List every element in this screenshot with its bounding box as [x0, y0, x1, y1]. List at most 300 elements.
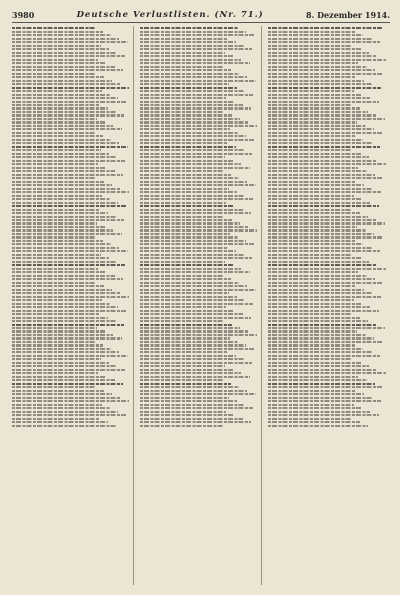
list-entry-placeholder: [12, 135, 103, 137]
list-entry-placeholder: [268, 390, 356, 392]
list-entry-placeholder: [140, 233, 230, 235]
list-entry-placeholder: [140, 219, 232, 221]
list-entry-placeholder: [140, 264, 233, 266]
list-entry-placeholder: [268, 411, 370, 413]
list-entry-placeholder: [268, 156, 369, 158]
list-entry-placeholder: [268, 324, 376, 326]
list-entry-placeholder: [12, 250, 128, 252]
list-entry-placeholder: [268, 125, 366, 127]
list-entry-placeholder: [268, 233, 374, 235]
list-entry-placeholder: [12, 414, 126, 416]
list-entry-placeholder: [12, 142, 119, 144]
list-entry-placeholder: [140, 87, 237, 89]
list-entry-placeholder: [268, 327, 385, 329]
list-entry-placeholder: [268, 174, 375, 176]
list-entry-placeholder: [12, 191, 129, 193]
list-entry-placeholder: [140, 195, 245, 197]
list-entry-placeholder: [140, 330, 249, 332]
list-entry-placeholder: [140, 177, 239, 179]
list-entry-placeholder: [12, 101, 126, 103]
list-entry-placeholder: [140, 209, 243, 211]
list-entry-placeholder: [268, 393, 364, 395]
list-entry-placeholder: [140, 324, 232, 326]
list-entry-placeholder: [12, 202, 118, 204]
list-entry-placeholder: [268, 344, 355, 346]
list-entry-placeholder: [140, 400, 237, 402]
list-entry-placeholder: [268, 27, 382, 29]
list-entry-placeholder: [12, 80, 112, 82]
list-entry-placeholder: [268, 121, 357, 123]
list-entry-placeholder: [140, 222, 240, 224]
list-entry-placeholder: [140, 45, 244, 47]
list-entry-placeholder: [140, 90, 245, 92]
list-entry-placeholder: [268, 34, 363, 36]
list-entry-placeholder: [140, 62, 250, 64]
list-entry-placeholder: [268, 219, 376, 221]
list-entry-placeholder: [12, 365, 117, 367]
list-entry-placeholder: [12, 355, 128, 357]
list-entry-placeholder: [12, 219, 124, 221]
list-entry-placeholder: [12, 386, 96, 388]
list-entry-placeholder: [140, 101, 234, 103]
list-entry-placeholder: [268, 334, 366, 336]
column-right: [268, 26, 390, 585]
list-entry-placeholder: [268, 94, 362, 96]
list-entry-placeholder: [12, 212, 108, 214]
list-entry-placeholder: [12, 31, 103, 33]
list-entry-placeholder: [140, 153, 252, 155]
list-entry-placeholder: [268, 177, 383, 179]
list-entry-placeholder: [140, 275, 223, 277]
list-entry-placeholder: [268, 337, 374, 339]
list-entry-placeholder: [12, 261, 117, 263]
list-entry-placeholder: [12, 174, 123, 176]
list-entry-placeholder: [268, 48, 361, 50]
list-entry-placeholder: [12, 55, 125, 57]
list-entry-placeholder: [140, 34, 254, 36]
list-entry-placeholder: [12, 411, 118, 413]
list-entry-placeholder: [268, 365, 369, 367]
list-entry-placeholder: [140, 425, 224, 427]
list-entry-placeholder: [12, 104, 99, 106]
list-entry-placeholder: [268, 142, 372, 144]
list-entry-placeholder: [268, 163, 386, 165]
list-entry-placeholder: [140, 254, 244, 256]
page-title: [77, 10, 264, 20]
list-entry-placeholder: [140, 317, 251, 319]
list-entry-placeholder: [268, 421, 360, 423]
list-entry-placeholder: [268, 73, 383, 75]
list-entry-placeholder: [12, 407, 110, 409]
list-entry-placeholder: [268, 296, 381, 298]
list-entry-placeholder: [140, 146, 236, 148]
list-entry-placeholder: [12, 369, 125, 371]
list-entry-placeholder: [12, 257, 109, 259]
list-entry-placeholder: [12, 153, 109, 155]
list-entry-placeholder: [12, 254, 101, 256]
list-entry-placeholder: [12, 139, 111, 141]
list-entry-placeholder: [12, 306, 118, 308]
list-entry-placeholder: [12, 27, 95, 29]
list-entry-placeholder: [12, 34, 111, 36]
list-entry-placeholder: [12, 289, 112, 291]
list-entry-placeholder: [140, 163, 241, 165]
list-entry-placeholder: [268, 212, 360, 214]
list-entry-placeholder: [268, 160, 377, 162]
list-entry-placeholder: [140, 386, 239, 388]
list-entry-placeholder: [140, 334, 257, 336]
list-entry-placeholder: [12, 188, 121, 190]
column-middle: [140, 26, 262, 585]
list-entry-placeholder: [12, 379, 115, 381]
list-entry-placeholder: [140, 407, 253, 409]
list-entry-placeholder: [268, 320, 368, 322]
list-entry-placeholder: [268, 184, 364, 186]
list-entry-placeholder: [12, 149, 101, 151]
list-entry-placeholder: [140, 76, 247, 78]
list-entry-placeholder: [268, 306, 370, 308]
list-entry-placeholder: [268, 139, 363, 141]
list-entry-placeholder: [140, 282, 239, 284]
list-entry-placeholder: [268, 104, 351, 106]
list-entry-placeholder: [140, 365, 225, 367]
list-entry-placeholder: [12, 229, 113, 231]
list-entry-placeholder: [268, 330, 357, 332]
list-entry-placeholder: [12, 362, 109, 364]
list-entry-placeholder: [140, 198, 253, 200]
list-entry-placeholder: [140, 156, 225, 158]
list-entry-placeholder: [12, 247, 119, 249]
list-entry-placeholder: [12, 268, 98, 270]
list-entry-placeholder: [140, 257, 252, 259]
list-entry-placeholder: [140, 271, 250, 273]
list-entry-placeholder: [140, 299, 245, 301]
list-entry-placeholder: [268, 289, 364, 291]
list-entry-placeholder: [268, 87, 381, 89]
list-entry-placeholder: [140, 379, 223, 381]
list-entry-placeholder: [268, 114, 376, 116]
list-entry-placeholder: [140, 390, 247, 392]
list-entry-placeholder: [268, 229, 366, 231]
list-entry-placeholder: [12, 128, 122, 130]
list-entry-placeholder: [12, 310, 126, 312]
list-entry-placeholder: [268, 285, 356, 287]
publication-title: Deutsche Verlustlisten.: [76, 10, 211, 20]
list-entry-placeholder: [12, 48, 109, 50]
list-entry-placeholder: [12, 167, 106, 169]
list-entry-placeholder: [12, 107, 108, 109]
list-entry-placeholder: [268, 188, 373, 190]
list-entry-placeholder: [268, 45, 352, 47]
list-entry-placeholder: [140, 66, 223, 68]
list-entry-placeholder: [268, 254, 352, 256]
list-entry-placeholder: [268, 146, 380, 148]
list-entry-placeholder: [268, 31, 355, 33]
list-entry-placeholder: [12, 233, 122, 235]
list-entry-placeholder: [268, 167, 358, 169]
list-entry-placeholder: [268, 317, 360, 319]
list-entry-placeholder: [140, 114, 232, 116]
list-entry-placeholder: [268, 257, 361, 259]
list-entry-placeholder: [268, 38, 372, 40]
list-entry-placeholder: [268, 226, 357, 228]
list-entry-placeholder: [140, 358, 244, 360]
list-entry-placeholder: [268, 90, 354, 92]
list-entry-placeholder: [12, 209, 99, 211]
list-entry-placeholder: [140, 111, 224, 113]
column-left: [12, 26, 134, 585]
list-entry-placeholder: [140, 31, 246, 33]
list-entry-placeholder: [268, 351, 372, 353]
list-entry-placeholder: [12, 62, 106, 64]
list-entry-placeholder: [140, 289, 256, 291]
list-entry-placeholder: [140, 160, 233, 162]
list-entry-placeholder: [268, 62, 358, 64]
list-entry-placeholder: [268, 404, 354, 406]
list-entry-placeholder: [268, 55, 377, 57]
list-entry-placeholder: [140, 181, 247, 183]
list-entry-placeholder: [268, 369, 377, 371]
list-entry-placeholder: [140, 128, 230, 130]
list-entry-placeholder: [140, 306, 226, 308]
list-entry-placeholder: [140, 404, 245, 406]
list-entry-placeholder: [140, 250, 236, 252]
list-entry-placeholder: [268, 282, 383, 284]
list-entry-placeholder: [140, 97, 226, 99]
list-entry-placeholder: [268, 170, 367, 172]
list-entry-placeholder: [268, 397, 373, 399]
list-entry-placeholder: [140, 303, 253, 305]
list-entry-placeholder: [140, 191, 237, 193]
list-entry-placeholder: [268, 101, 379, 103]
list-entry-placeholder: [268, 275, 367, 277]
list-entry-placeholder: [140, 125, 257, 127]
list-entry-placeholder: [268, 243, 363, 245]
list-entry-placeholder: [268, 247, 372, 249]
list-entry-placeholder: [12, 393, 112, 395]
list-entry-placeholder: [12, 351, 119, 353]
list-entry-placeholder: [12, 383, 123, 385]
list-entry-placeholder: [140, 362, 252, 364]
list-entry-placeholder: [268, 181, 356, 183]
list-entry-placeholder: [140, 341, 238, 343]
list-entry-placeholder: [140, 212, 251, 214]
list-entry-placeholder: [140, 268, 241, 270]
list-entry-placeholder: [140, 414, 234, 416]
list-entry-placeholder: [12, 216, 116, 218]
list-entry-placeholder: [140, 296, 237, 298]
list-entry-placeholder: [140, 94, 253, 96]
list-entry-placeholder: [140, 337, 230, 339]
list-entry-placeholder: [140, 243, 254, 245]
list-entry-placeholder: [12, 87, 129, 89]
list-entry-placeholder: [140, 27, 238, 29]
list-entry-placeholder: [268, 41, 380, 43]
list-entry-placeholder: [12, 205, 126, 207]
list-entry-placeholder: [268, 195, 354, 197]
list-entry-placeholder: [140, 310, 234, 312]
list-entry-placeholder: [12, 52, 117, 54]
list-entry-placeholder: [268, 271, 358, 273]
list-entry-placeholder: [268, 250, 380, 252]
list-entry-placeholder: [12, 177, 96, 179]
list-entry-placeholder: [140, 247, 227, 249]
list-entry-placeholder: [268, 425, 368, 427]
list-entry-placeholder: [140, 320, 224, 322]
list-entry-placeholder: [140, 372, 241, 374]
list-entry-placeholder: [140, 236, 238, 238]
list-entry-placeholder: [12, 296, 129, 298]
list-entry-placeholder: [140, 411, 226, 413]
list-entry-placeholder: [140, 135, 246, 137]
list-entry-placeholder: [140, 351, 227, 353]
list-entry-placeholder: [140, 383, 231, 385]
list-entry-placeholder: [140, 38, 227, 40]
list-entry-placeholder: [140, 167, 250, 169]
list-entry-placeholder: [140, 292, 229, 294]
list-entry-placeholder: [12, 285, 104, 287]
list-entry-placeholder: [140, 83, 229, 85]
list-entry-placeholder: [268, 52, 369, 54]
list-entry-placeholder: [268, 383, 375, 385]
list-entry-placeholder: [12, 184, 112, 186]
list-entry-placeholder: [268, 358, 352, 360]
list-entry-placeholder: [12, 421, 108, 423]
list-entry-placeholder: [140, 393, 256, 395]
list-entry-placeholder: [12, 243, 111, 245]
list-entry-placeholder: [268, 216, 368, 218]
list-entry-placeholder: [140, 132, 238, 134]
list-entry-placeholder: [268, 386, 383, 388]
list-entry-placeholder: [268, 135, 355, 137]
list-entry-placeholder: [140, 142, 227, 144]
list-entry-placeholder: [12, 66, 115, 68]
list-entry-placeholder: [140, 118, 240, 120]
list-entry-placeholder: [268, 292, 373, 294]
list-entry-placeholder: [140, 121, 249, 123]
list-entry-placeholder: [12, 358, 101, 360]
list-entry-placeholder: [140, 344, 246, 346]
list-entry-placeholder: [12, 41, 128, 43]
list-entry-placeholder: [12, 299, 102, 301]
list-entry-placeholder: [12, 313, 99, 315]
list-entry-placeholder: [140, 216, 224, 218]
list-entry-placeholder: [140, 261, 225, 263]
list-entry-placeholder: [12, 337, 122, 339]
list-entry-placeholder: [268, 222, 385, 224]
list-entry-placeholder: [268, 66, 367, 68]
list-entry-placeholder: [140, 174, 231, 176]
list-entry-placeholder: [12, 327, 97, 329]
list-entry-placeholder: [268, 198, 362, 200]
list-entry-placeholder: [268, 264, 377, 266]
list-entry-placeholder: [140, 170, 223, 172]
list-entry-placeholder: [12, 222, 97, 224]
list-entry-placeholder: [12, 344, 103, 346]
list-entry-placeholder: [12, 330, 105, 332]
list-entry-placeholder: [12, 404, 102, 406]
list-entry-placeholder: [12, 275, 115, 277]
list-entry-placeholder: [140, 73, 239, 75]
list-entry-placeholder: [12, 282, 96, 284]
list-entry-placeholder: [268, 400, 381, 402]
list-entry-placeholder: [268, 348, 363, 350]
list-entry-placeholder: [12, 156, 117, 158]
list-entry-placeholder: [12, 76, 104, 78]
list-entry-placeholder: [12, 90, 102, 92]
list-entry-placeholder: [268, 209, 351, 211]
list-entry-placeholder: [268, 236, 382, 238]
list-entry-placeholder: [12, 240, 103, 242]
list-entry-placeholder: [268, 407, 362, 409]
list-entry-placeholder: [140, 348, 254, 350]
list-entry-placeholder: [12, 418, 99, 420]
list-entry-placeholder: [140, 184, 256, 186]
list-entry-placeholder: [12, 181, 104, 183]
list-entry-placeholder: [12, 292, 121, 294]
list-entry-placeholder: [268, 303, 362, 305]
list-entry-placeholder: [12, 121, 105, 123]
page-header: [12, 8, 390, 22]
list-entry-placeholder: [12, 397, 121, 399]
list-entry-placeholder: [140, 327, 240, 329]
list-entry-placeholder: [12, 132, 95, 134]
list-entry-placeholder: [268, 149, 352, 151]
list-entry-placeholder: [268, 372, 386, 374]
list-entry-placeholder: [12, 264, 125, 266]
list-entry-placeholder: [140, 240, 246, 242]
list-entry-placeholder: [12, 324, 124, 326]
list-entry-placeholder: [140, 139, 254, 141]
list-entry-placeholder: [12, 118, 97, 120]
list-entry-placeholder: [140, 229, 257, 231]
list-entry-placeholder: [268, 261, 369, 263]
list-entry-placeholder: [12, 236, 95, 238]
list-entry-placeholder: [140, 226, 249, 228]
list-entry-placeholder: [140, 59, 241, 61]
list-entry-placeholder: [268, 379, 367, 381]
list-entry-placeholder: [12, 45, 101, 47]
list-entry-placeholder: [12, 125, 113, 127]
list-entry-placeholder: [268, 83, 373, 85]
list-entry-placeholder: [268, 132, 382, 134]
list-entry-placeholder: [140, 48, 252, 50]
list-entry-placeholder: [268, 310, 379, 312]
list-entry-placeholder: [140, 397, 229, 399]
list-entry-placeholder: [268, 376, 358, 378]
list-entry-placeholder: [12, 334, 113, 336]
list-entry-placeholder: [268, 355, 380, 357]
list-entry-placeholder: [140, 107, 251, 109]
list-entry-placeholder: [268, 205, 379, 207]
list-entry-placeholder: [12, 160, 125, 162]
list-entry-placeholder: [12, 114, 124, 116]
list-entry-placeholder: [140, 285, 247, 287]
list-entry-placeholder: [140, 376, 250, 378]
list-entry-placeholder: [140, 421, 251, 423]
list-entry-placeholder: [12, 38, 119, 40]
list-entry-placeholder: [268, 118, 385, 120]
list-entry-placeholder: [268, 268, 386, 270]
list-entry-placeholder: [140, 55, 233, 57]
list-entry-placeholder: [140, 202, 226, 204]
list-entry-placeholder: [140, 69, 231, 71]
list-entry-placeholder: [140, 188, 229, 190]
list-entry-placeholder: [268, 191, 381, 193]
list-entry-placeholder: [140, 369, 233, 371]
list-entry-placeholder: [12, 317, 108, 319]
list-entry-placeholder: [268, 153, 361, 155]
